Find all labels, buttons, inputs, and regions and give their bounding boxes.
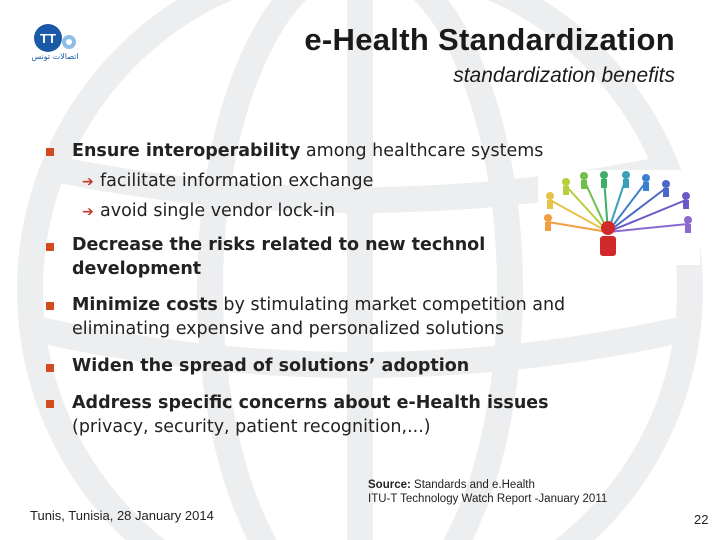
bullet-line: eliminating expensive and personalized solutions bbox=[72, 319, 505, 339]
bullet-address-concerns bbox=[72, 391, 549, 439]
sub-item-text: avoid single vendor lock-in bbox=[100, 201, 336, 221]
logo-caption: اتصالات تونس bbox=[31, 52, 79, 61]
bullet-line: (privacy, security, patient recognition,...) bbox=[72, 417, 431, 437]
bullet-marker bbox=[46, 364, 54, 372]
bullet-bold: Minimize costs bbox=[72, 295, 218, 315]
source-label: Source: bbox=[368, 479, 411, 491]
bullet-line: Address specific concerns about e-Health issues bbox=[72, 393, 549, 413]
bullet-marker bbox=[46, 302, 54, 310]
source-report: ITU-T Technology Watch Report -January 2011 bbox=[368, 493, 608, 505]
bullet-line: development bbox=[72, 259, 202, 279]
slide-subtitle: standardization benefits bbox=[453, 64, 675, 87]
sub-item bbox=[82, 169, 373, 194]
bullet-text: among healthcare systems bbox=[300, 141, 544, 161]
bullet-decrease-risks bbox=[72, 233, 485, 281]
bullet-marker bbox=[46, 243, 54, 251]
bullet-line: Decrease the risks related to new technol bbox=[72, 235, 486, 255]
sub-item-text: facilitate information exchange bbox=[100, 171, 374, 191]
slide-title: e-Health Standardization bbox=[304, 22, 675, 57]
bullet-interoperability bbox=[72, 139, 543, 163]
arrow-right-icon: ➔ bbox=[82, 204, 94, 220]
arrow-right-icon: ➔ bbox=[82, 174, 94, 190]
tunisie-telecom-logo bbox=[28, 20, 84, 70]
page-number: 22 bbox=[694, 512, 709, 527]
bullet-marker bbox=[46, 400, 54, 408]
bullet-widen-spread: Widen the spread of solutions’ adoption bbox=[72, 356, 470, 376]
bullet-text: by stimulating market competition and bbox=[217, 295, 566, 315]
svg-text:TT: TT bbox=[40, 31, 56, 46]
people-network-image bbox=[538, 170, 700, 265]
bullet-minimize-costs bbox=[72, 293, 565, 341]
location-date: Tunis, Tunisia, 28 January 2014 bbox=[30, 508, 214, 523]
bullet-marker bbox=[46, 148, 54, 156]
bullet-bold: Ensure interoperability bbox=[72, 141, 301, 161]
sub-item bbox=[82, 199, 335, 224]
source-title: Standards and e.Health bbox=[410, 479, 535, 491]
source-citation bbox=[368, 478, 607, 506]
